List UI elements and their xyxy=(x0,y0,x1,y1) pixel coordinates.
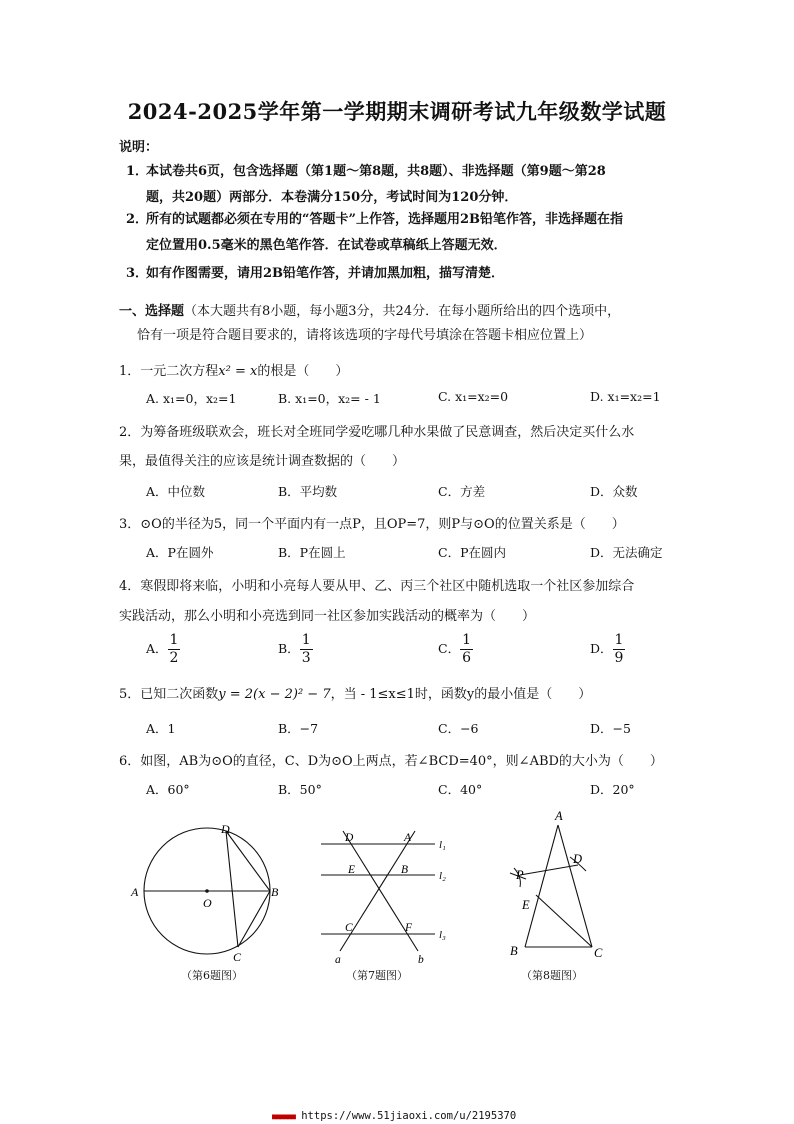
question-3-stem: 3．⊙O的半径为5，同一个平面内有一点P，且OP=7，则P与⊙O的位置关系是（ ） xyxy=(119,517,625,532)
question-6-option-d: D．20° xyxy=(590,782,635,797)
label-line-a: a xyxy=(335,954,341,966)
figure-8-triangle-diagram xyxy=(500,805,615,965)
fraction-denominator: 2 xyxy=(169,650,179,666)
fraction-denominator: 6 xyxy=(462,650,471,666)
instruction-2-num: 2． xyxy=(126,212,149,227)
instruction-3-num: 3． xyxy=(126,266,149,281)
label-e: E xyxy=(348,864,356,876)
label-l1: l₁ xyxy=(439,839,446,851)
label-b: B xyxy=(510,944,518,958)
question-3-option-c: C．P在圆内 xyxy=(438,545,506,560)
question-4-option-b xyxy=(278,632,313,667)
exam-title: 2024-2025学年第一学期期末调研考试九年级数学试题 xyxy=(127,99,667,124)
question-4-fraction-b xyxy=(300,632,313,667)
figure-7-caption: （第7题图） xyxy=(346,969,408,982)
question-1-option-a: A. x₁=0，x₂=1 xyxy=(146,391,237,406)
fraction-numerator: 1 xyxy=(169,632,179,648)
label-c: C xyxy=(594,946,603,960)
label-d: D xyxy=(345,832,354,844)
question-2-option-c: C．方差 xyxy=(438,484,486,499)
question-2-option-a: A．中位数 xyxy=(146,484,206,499)
question-4-option-b-letter: B． xyxy=(278,641,300,656)
figure-7-parallel-lines-diagram xyxy=(315,825,465,970)
segment-db xyxy=(226,831,270,891)
segment-dc xyxy=(226,831,238,947)
footer-url[interactable] xyxy=(272,1110,516,1122)
side-ab xyxy=(525,825,558,947)
question-1-option-d: D. x₁=x₂=1 xyxy=(590,389,661,404)
question-2-stem-line1: 2．为筹备班级联欢会，班长对全班同学爱吃哪几种水果做了民意调查，然后决定买什么水 xyxy=(119,425,635,440)
question-3-option-d: D．无法确定 xyxy=(590,545,663,560)
label-a: A xyxy=(131,885,139,899)
fraction-numerator: 1 xyxy=(614,632,624,648)
label-a: A xyxy=(555,809,563,823)
instructions-heading: 说明： xyxy=(119,140,159,155)
question-4-stem-line2: 实践活动，那么小明和小亮选到同一社区参加实践活动的概率为（ ） xyxy=(119,609,536,624)
question-6-stem: 6．如图，AB为⊙O的直径，C、D为⊙O上两点，若∠BCD=40°，则∠ABD的大小为（ ） xyxy=(119,754,663,769)
question-2-option-b: B．平均数 xyxy=(278,484,338,499)
label-b: B xyxy=(271,885,279,899)
label-p: P xyxy=(516,868,524,882)
question-4-option-c xyxy=(438,632,473,667)
question-5-option-d: D．−5 xyxy=(590,721,631,736)
question-4-option-a xyxy=(146,632,180,667)
fraction-denominator: 9 xyxy=(614,650,624,666)
fraction-numerator: 1 xyxy=(301,632,311,648)
section-1-label: 一、选择题 xyxy=(119,304,185,319)
question-4-fraction-a xyxy=(168,632,181,667)
instruction-2-line2: 定位置用0.5毫米的黑色笔作答．在试卷或草稿纸上答题无效． xyxy=(146,238,507,253)
question-4-fraction-d xyxy=(613,632,626,667)
side-ac xyxy=(558,825,592,947)
question-6-option-b: B．50° xyxy=(278,782,322,797)
label-l3: l₃ xyxy=(439,929,446,941)
instruction-1-num: 1． xyxy=(126,164,149,179)
question-5-option-b: B．−7 xyxy=(278,721,319,736)
segment-ec xyxy=(536,895,592,947)
question-1-equation: x² = x xyxy=(218,364,258,379)
figure-6-caption: （第6题图） xyxy=(181,969,243,982)
label-c: C xyxy=(345,922,353,934)
section-1-desc-2: 恰有一项是符合题目要求的，请将该选项的字母代号填涂在答题卡相应位置上） xyxy=(137,328,593,343)
question-1-stem xyxy=(119,360,348,379)
question-1-option-c: C. x₁=x₂=0 xyxy=(438,389,509,404)
label-l2: l₂ xyxy=(439,870,446,882)
label-o: O xyxy=(203,896,212,910)
label-e: E xyxy=(522,898,530,912)
label-d: D xyxy=(221,822,230,836)
question-4-fraction-c xyxy=(460,632,473,667)
section-1-header xyxy=(119,300,620,319)
question-6-option-c: C．40° xyxy=(438,782,483,797)
question-6-option-a: A．60° xyxy=(146,782,190,797)
question-5-stem xyxy=(119,683,591,702)
question-1-option-b: B. x₁=0，x₂= - 1 xyxy=(278,391,381,406)
question-5-option-c: C．−6 xyxy=(438,721,479,736)
instruction-1-line2: 题，共20题）两部分．本卷满分150分，考试时间为120分钟． xyxy=(146,190,518,205)
question-2-stem-line2: 果，最值得关注的应该是统计调查数据的（ ） xyxy=(119,454,406,469)
instruction-3-line1: 如有作图需要，请用2B铅笔作答，并请加黑加粗，描写清楚． xyxy=(146,266,505,281)
question-3-option-a: A．P在圆外 xyxy=(146,545,214,560)
perpendicular-bisector xyxy=(520,865,578,875)
label-line-b: b xyxy=(418,954,424,966)
question-5-stem-b: ，当 - 1≤x≤1时，函数y的最小值是（ ） xyxy=(330,687,592,702)
figure-6-circle-diagram xyxy=(125,815,290,965)
segment-cb xyxy=(238,891,270,947)
question-3-option-b: B．P在圆上 xyxy=(278,545,346,560)
question-1-stem-a: 1．一元二次方程 xyxy=(119,364,219,379)
question-4-option-c-letter: C． xyxy=(438,641,461,656)
center-point-o xyxy=(205,889,209,893)
question-5-stem-a: 5．已知二次函数 xyxy=(119,687,219,702)
question-4-option-d-letter: D． xyxy=(590,641,613,656)
figure-8-caption: （第8题图） xyxy=(521,969,583,982)
question-4-option-d xyxy=(590,632,625,667)
section-1-desc-1: （本大题共有8小题，每小题3分，共24分．在每小题所给出的四个选项中， xyxy=(184,304,621,319)
label-d: D xyxy=(573,852,583,866)
footer-marks: ■■■■■■ xyxy=(272,1112,295,1121)
label-b: B xyxy=(401,864,409,876)
label-c: C xyxy=(233,950,242,964)
question-5-option-a: A．1 xyxy=(146,721,176,736)
instruction-2-line1: 所有的试题都必须在专用的“答题卡”上作答，选择题用2B铅笔作答，非选择题在指 xyxy=(146,212,623,227)
footer-url-text[interactable]: https://www.51jiaoxi.com/u/2195370 xyxy=(301,1110,517,1122)
question-4-option-a-letter: A． xyxy=(146,641,168,656)
question-1-stem-b: 的根是（ ） xyxy=(257,364,349,379)
label-f: F xyxy=(405,922,413,934)
label-a: A xyxy=(404,832,412,844)
question-4-stem-line1: 4．寒假即将来临，小明和小亮每人要从甲、乙、丙三个社区中随机选取一个社区参加综合 xyxy=(119,579,635,594)
fraction-denominator: 3 xyxy=(301,650,311,666)
fraction-numerator: 1 xyxy=(462,632,471,648)
instruction-1-line1: 本试卷共6页，包含选择题（第1题～第8题，共8题）、非选择题（第9题～第28 xyxy=(146,164,606,179)
question-5-equation: y = 2(x − 2)² − 7 xyxy=(218,687,331,702)
question-2-option-d: D．众数 xyxy=(590,484,638,499)
